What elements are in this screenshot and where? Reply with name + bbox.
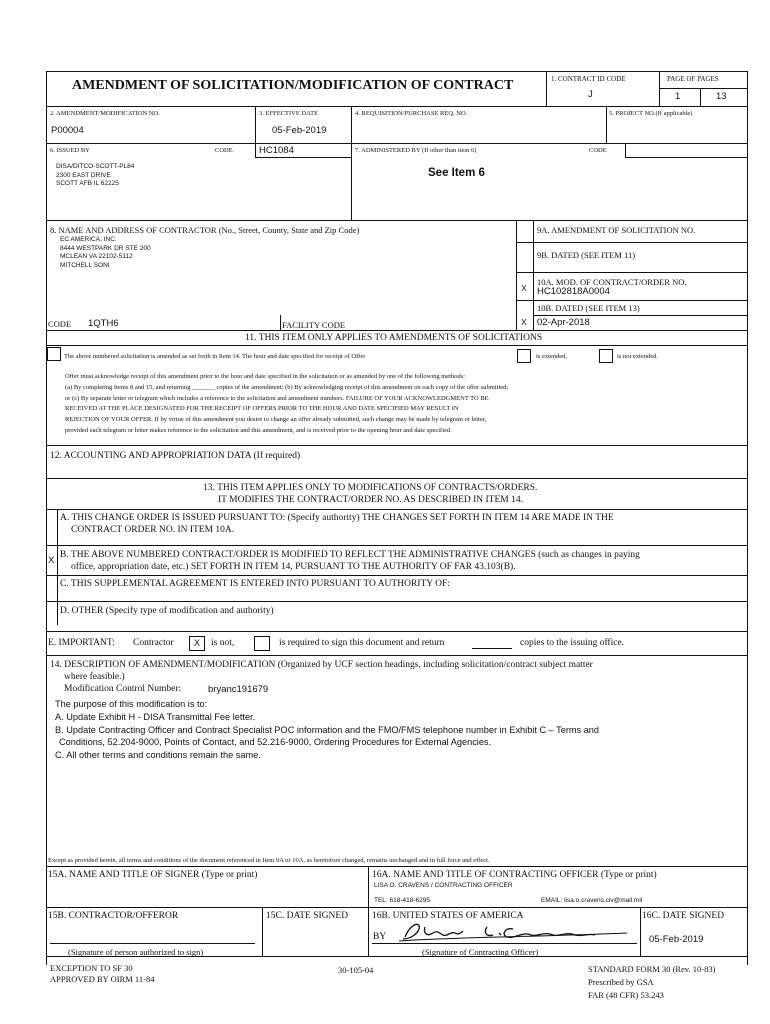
item14-label: 14. DESCRIPTION OF AMENDMENT/MODIFICATION (Organized by UCF section headings, including solicitation/contract subject matter <box>50 660 593 670</box>
item-e-label: E. IMPORTANT: <box>48 638 115 648</box>
item11-checkbox[interactable] <box>47 347 61 361</box>
item16b-signature-caption: (Signature of Contracting Officer) <box>422 947 539 957</box>
item6-address <box>56 163 134 189</box>
item13-c: C. THIS SUPPLEMENTAL AGREEMENT IS ENTERED INTO PURSUANT TO AUTHORITY OF: <box>60 579 450 589</box>
item11-not-extended-checkbox[interactable] <box>599 349 613 363</box>
contracting-officer-signature <box>395 917 635 945</box>
item16a-name: LISA O. CRAVENS / CONTRACTING OFFICER <box>374 882 513 889</box>
item-e-mark: X <box>193 638 200 648</box>
item11-instruction-line: REJECTION OF YOUR OFFER. If by virtue of this amendment you desire to change an offer already submitted, such change may be made by telegram or letter, <box>65 416 487 424</box>
item10b-label: 10B. DATED (SEE ITEM 13) <box>537 303 640 313</box>
item8-address-line: MITCHELL SONI <box>60 261 110 269</box>
item11-instruction-line: provided each telegram or letter makes reference to the solicitation and this amendment, and is received prior to the opening hour and date specified. <box>65 426 452 434</box>
item14-line: The purpose of this modification is to: <box>55 699 208 709</box>
item12-label: 12. ACCOUNTING AND APPROPRIATION DATA (If required) <box>50 451 301 461</box>
item-e-copies: copies to the issuing office. <box>520 638 625 648</box>
page-count: 13 <box>716 91 727 102</box>
item14-mcn-label: Modification Control Number: <box>64 684 182 694</box>
item11-instruction-line: or (c) By separate letter or telegram which includes a reference to the solicitation and amendment numbers. FAILURE OF YOUR ACKNOWLEDGMENT TO BE <box>65 394 489 402</box>
item13-a-line2: CONTRACT ORDER NO. IN ITEM 10A. <box>71 525 235 535</box>
item16c-label: 16C. DATE SIGNED <box>642 911 725 921</box>
item16a-tel: TEL: 618-418-6295 <box>374 897 431 904</box>
item16b-label: 16B. UNITED STATES OF AMERICA <box>372 911 524 921</box>
item14-line: A. Update Exhibit H - DISA Transmittal Fee letter. <box>55 711 256 722</box>
item15b-signature-caption: (Signature of person authorized to sign) <box>68 947 204 957</box>
item6-address-line: 2300 EAST DRIVE <box>56 171 111 179</box>
item14-mcn-value: bryanc191679 <box>208 684 269 695</box>
item9a-label: 9A. AMENDMENT OF SOLICITATION NO. <box>537 225 696 235</box>
page-of-pages-label: PAGE OF PAGES <box>667 75 719 83</box>
item13-b-line1: B. THE ABOVE NUMBERED CONTRACT/ORDER IS MODIFIED TO REFLECT THE ADMINISTRATIVE CHANGES (such as changes in paying <box>60 550 640 560</box>
item7-value: See Item 6 <box>428 167 485 179</box>
item6-code-label: CODE <box>215 147 233 154</box>
item11-line1: The above numbered solicitation is amended as set forth in Item 14. The hour and date specified for receipt of Offer <box>64 353 366 360</box>
item3-value: 05-Feb-2019 <box>272 125 327 136</box>
item8-address-line: EC AMERICA, INC. <box>60 236 117 243</box>
item11-header: 11. THIS ITEM ONLY APPLIES TO AMENDMENTS OF SOLICITATIONS <box>245 333 543 343</box>
item6-label: 6. ISSUED BY <box>50 147 90 154</box>
item8-facility-label: FACILITY CODE <box>282 320 346 330</box>
item7-label: 7. ADMINISTERED BY (If other than item 6) <box>355 147 477 154</box>
item16a-email: EMAIL: lisa.o.cravens.civ@mail.mil <box>541 897 643 904</box>
item16c-value: 05-Feb-2019 <box>649 934 704 945</box>
footer-prescribed: Prescribed by GSA <box>588 977 654 987</box>
footer-exception: EXCEPTION TO SF 30 <box>50 963 133 973</box>
item15a-label: 15A. NAME AND TITLE OF SIGNER (Type or print) <box>48 870 258 880</box>
item8-address-line: MCLEAN VA 22102-5112 <box>60 253 133 260</box>
item8-label: 8. NAME AND ADDRESS OF CONTRACTOR (No., Street, County, State and Zip Code) <box>50 225 360 235</box>
item5-label: 5. PROJECT NO.(If applicable) <box>609 110 693 117</box>
page-number: 1 <box>675 91 681 102</box>
item14-label-2: where feasible.) <box>64 672 125 682</box>
item6-address-line: DISA/DITCO-SCOTT-PL84 <box>56 163 135 170</box>
item13-b-line2: office, appropriation date, etc.) SET FORTH IN ITEM 14, PURSUANT TO THE AUTHORITY OF FAR 43.103(B). <box>71 562 516 572</box>
item7-code-label: CODE <box>589 147 607 154</box>
item13-d: D. OTHER (Specify type of modification and authority) <box>60 606 274 616</box>
item11-instruction-line: RECEIVED AT THE PLACE DESIGNATED FOR THE RECEIPT OF OFFERS PRIOR TO THE HOUR AND DATE SPECIFIED MAY RESULT IN <box>65 405 459 413</box>
item10a-label: 10A. MOD. OF CONTRACT/ORDER NO. <box>537 277 687 287</box>
footer-form-number: 30-105-04 <box>338 965 374 975</box>
item6-address-line: SCOTT AFB IL 62225 <box>56 180 119 187</box>
contract-id-code-label: 1. CONTRACT ID CODE <box>551 75 626 83</box>
item14-line: C. All other terms and conditions remain the same. <box>55 750 261 761</box>
item14-line: Conditions, 52.204-9000, Points of Contact, and 52.216-9000, Ordering Procedures for External Agencies. <box>59 737 492 748</box>
item14-except: Except as provided herein, all terms and conditions of the document referenced in Item 9A or 10A, as heretofore changed, remains unchanged and in full force and effect. <box>48 857 490 864</box>
item3-label: 3. EFFECTIVE DATE <box>259 110 319 117</box>
item10b-value: 02-Apr-2018 <box>537 317 590 328</box>
item-e-is-not-checkbox[interactable] <box>189 636 205 651</box>
item8-code-label: CODE <box>48 319 72 329</box>
contract-id-code-value: J <box>588 89 593 100</box>
footer-standard-form: STANDARD FORM 30 (Rev. 10-83) <box>588 964 716 974</box>
item10b-mark: X <box>521 317 527 327</box>
item11-not-extended-label: is not extended. <box>617 353 658 360</box>
item8-code-value: 1QTH6 <box>88 318 119 329</box>
item9b-label: 9B. DATED (SEE ITEM 11) <box>537 250 636 260</box>
item14-line: B. Update Contracting Officer and Contract Specialist POC information and the FMO/FMS telephone number in Exhibit C – Terms and <box>55 724 600 735</box>
item13-header-1: 13. THIS ITEM APPLIES ONLY TO MODIFICATIONS OF CONTRACTS/ORDERS. <box>203 483 538 493</box>
item4-label: 4. REQUISITION/PURCHASE REQ. NO. <box>355 110 468 117</box>
item6-code-value: HC1084 <box>259 145 294 156</box>
item11-instruction-line: Offer must acknowledge receipt of this amendment prior to the hour and date specified in the solicitation or as amended by one of the following methods: <box>65 373 466 380</box>
item-e-contractor: Contractor <box>133 638 174 648</box>
item-e-is-required: is required to sign this document and return <box>279 638 445 648</box>
footer-far: FAR (48 CFR) 53.243 <box>588 990 664 1000</box>
form-title: AMENDMENT OF SOLICITATION/MODIFICATION OF CONTRACT <box>72 78 514 93</box>
item15c-label: 15C. DATE SIGNED <box>266 911 349 921</box>
item8-address <box>60 236 151 270</box>
item11-instructions <box>65 372 508 437</box>
item11-extended-checkbox[interactable] <box>517 349 531 363</box>
item13-header-2: IT MODIFIES THE CONTRACT/ORDER NO. AS DESCRIBED IN ITEM 14. <box>218 495 523 505</box>
item2-value: P00004 <box>51 125 84 136</box>
item11-instruction-line: (a) By completing Items 8 and 15, and returning _______ copies of the amendment; (b) By acknowledging receipt of this amendment on each copy of the offer submitted; <box>65 383 509 391</box>
item14-description <box>55 698 599 762</box>
item13-a-line1: A. THIS CHANGE ORDER IS ISSUED PURSUANT TO: (Specify authority) THE CHANGES SET FORTH IN ITEM 14 ARE MADE IN THE <box>60 513 614 523</box>
footer-approved: APPROVED BY OIRM 11-84 <box>50 974 155 984</box>
item15b-label: 15B. CONTRACTOR/OFFEROR <box>48 911 179 921</box>
item2-label: 2. AMENDMENT/MODIFICATION NO. <box>50 110 160 117</box>
item16b-by: BY <box>373 932 387 942</box>
item10a-value: HC102818A0004 <box>537 286 610 297</box>
item8-address-line: 8444 WESTPARK DR STE 200 <box>60 244 151 252</box>
item16a-label: 16A. NAME AND TITLE OF CONTRACTING OFFICER (Type or print) <box>372 870 657 880</box>
item11-extended-label: is extended, <box>536 353 568 360</box>
item13-b-mark: X <box>48 555 55 566</box>
item10a-mark: X <box>521 283 527 293</box>
item-e-is-required-checkbox[interactable] <box>254 636 270 651</box>
item-e-is-not: is not, <box>211 638 235 648</box>
